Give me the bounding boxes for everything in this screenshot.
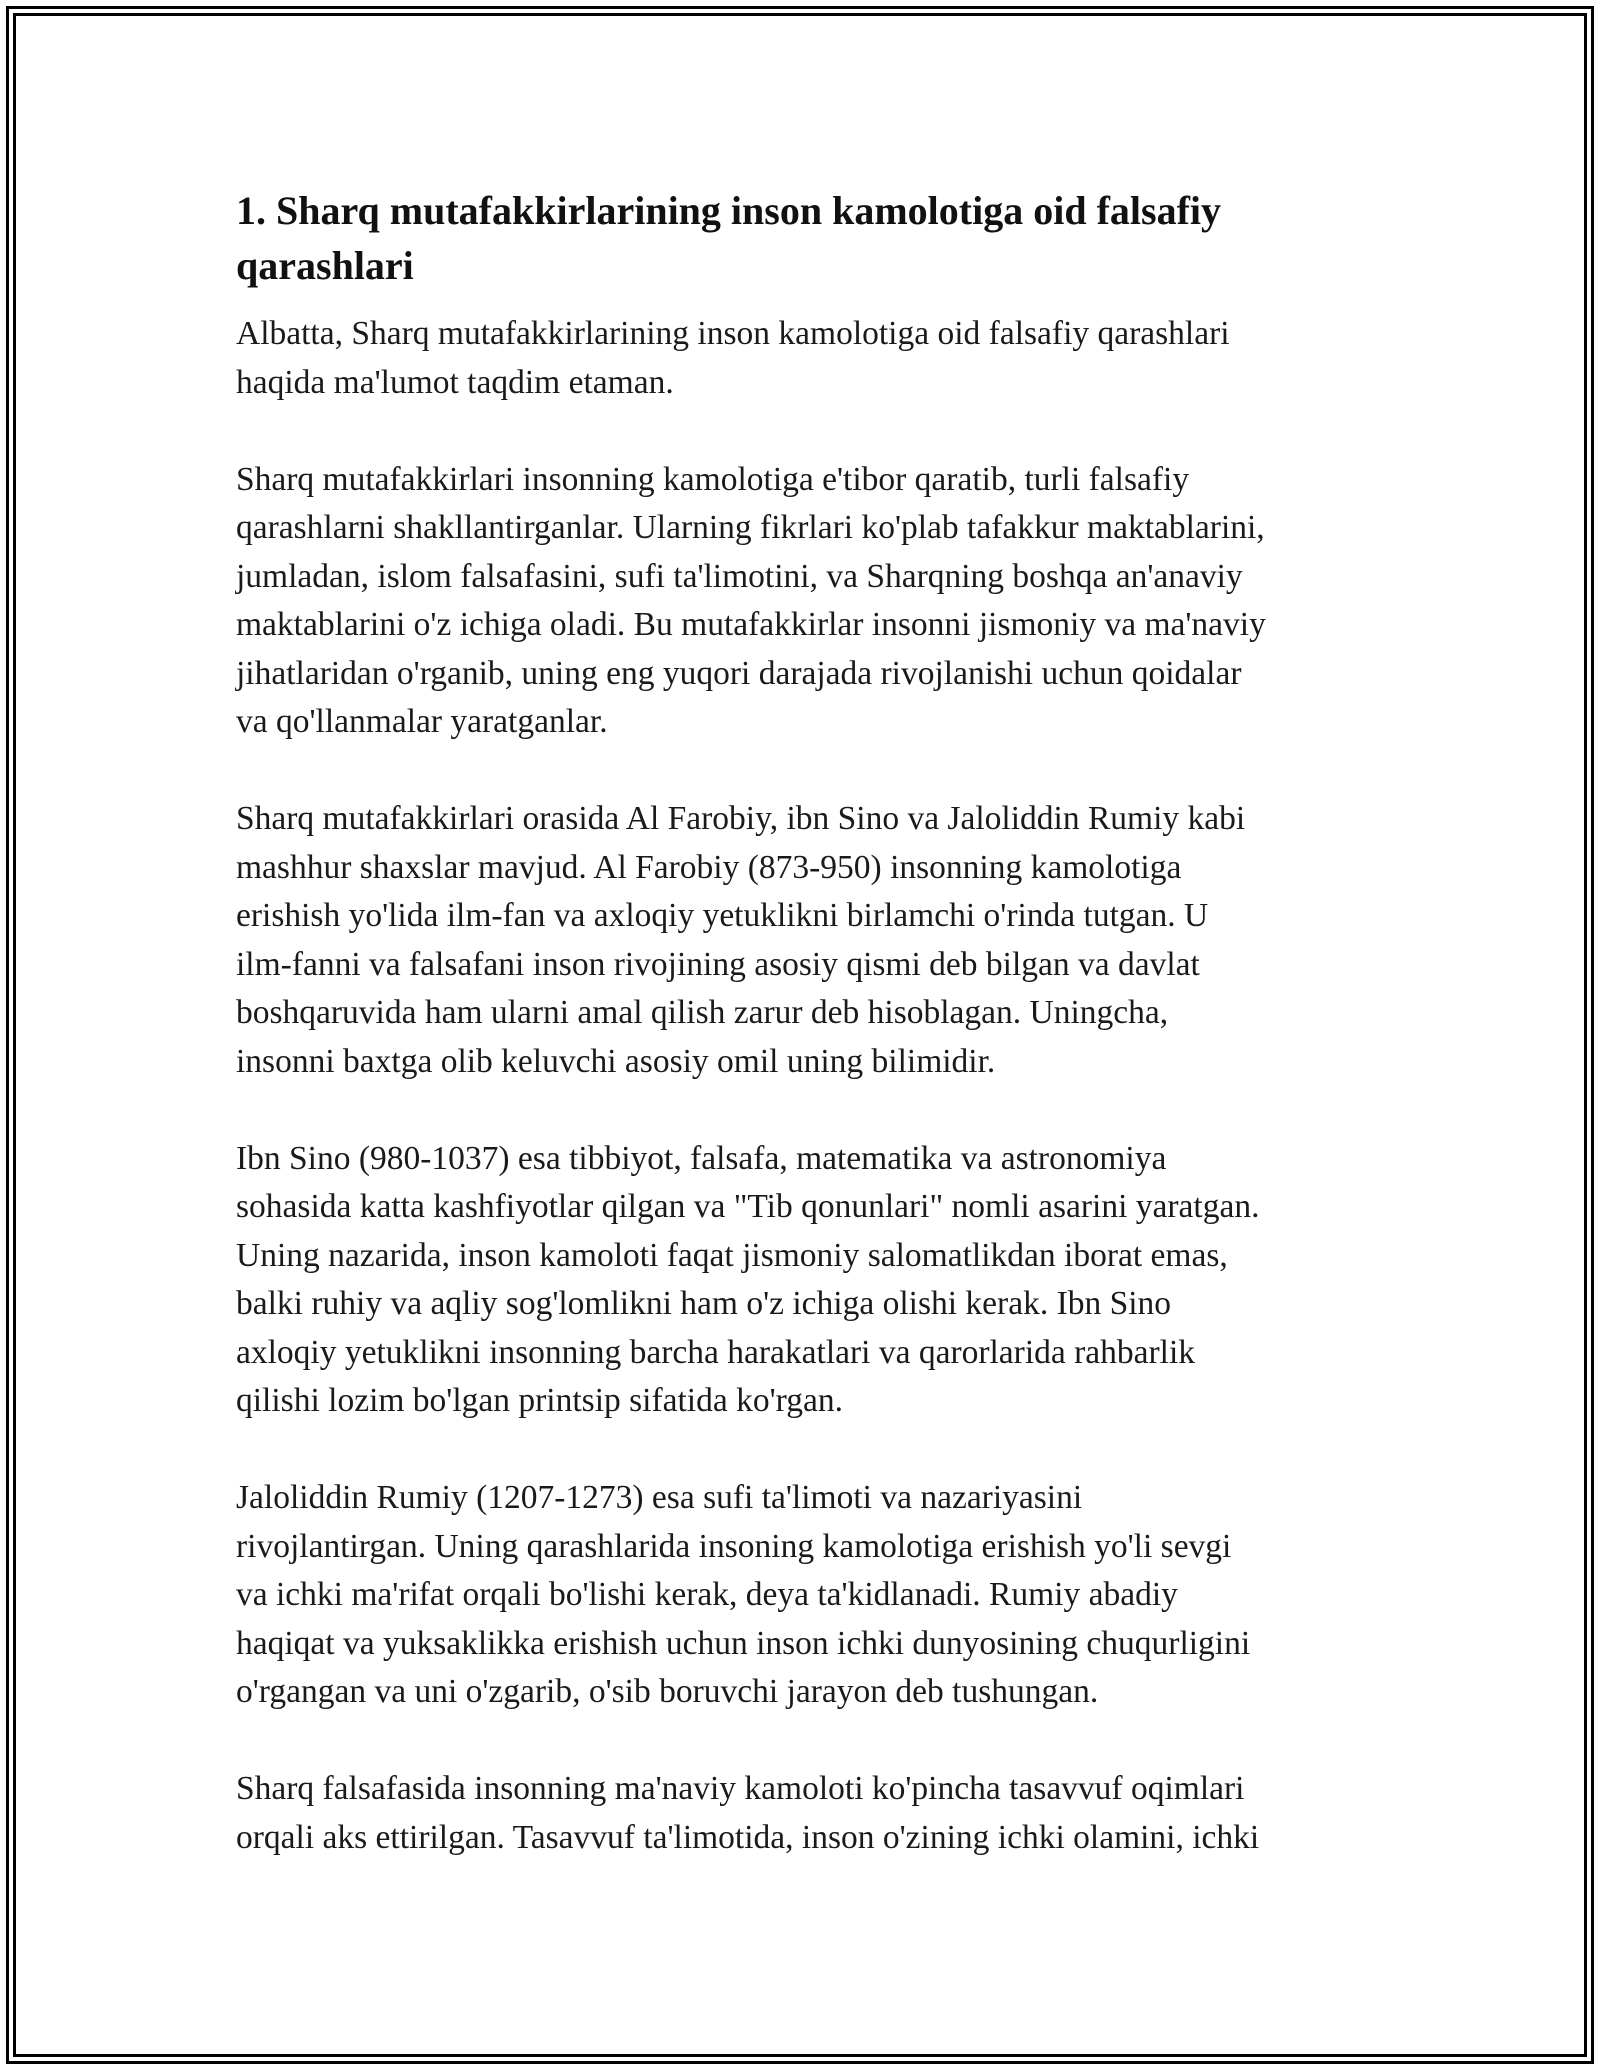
text-line: haqiqat va yuksaklikka erishish uchun inson ichki dunyosining chuqurligini	[236, 1624, 1251, 1662]
text-line: axloqiy yetuklikni insonning barcha harakatlari va qarorlarida rahbarlik	[236, 1333, 1196, 1371]
text-line: Jaloliddin Rumiy (1207-1273) esa sufi ta'limoti va nazariyasini	[236, 1479, 1083, 1516]
text-line: jihatlaridan o'rganib, uning eng yuqori darajada rivojlanishi uchun qoidalar	[236, 654, 1242, 692]
text-line: mashhur shaxslar mavjud. Al Farobiy (873-950) insonning kamolotiga	[236, 848, 1182, 886]
text-line: haqida ma'lumot taqdim etaman.	[236, 363, 674, 401]
paragraph-rumiy	[236, 1474, 1366, 1717]
paragraph-tasavvuf	[236, 1765, 1366, 1862]
text-line: qilishi lozim bo'lgan printsip sifatida ko'rgan.	[236, 1382, 843, 1419]
text-line: jumladan, islom falsafasini, sufi ta'limotini, va Sharqning boshqa an'anaviy	[236, 557, 1243, 595]
text-line: maktablarini o'z ichiga oladi. Bu mutafakkirlar insonni jismoniy va ma'naviy	[236, 606, 1266, 643]
paragraph-ibn-sino	[236, 1135, 1366, 1426]
paragraph-intro	[236, 310, 1366, 407]
text-line: Albatta, Sharq mutafakkirlarining inson kamolotiga oid falsafiy qarashlari	[236, 315, 1230, 352]
text-line: boshqaruvida ham ularni amal qilish zarur deb hisoblagan. Uningcha,	[236, 994, 1169, 1031]
text-line: o'rgangan va uni o'zgarib, o'sib boruvchi jarayon deb tushungan.	[236, 1673, 1099, 1710]
paragraph-al-farobiy	[236, 795, 1366, 1086]
text-line: ilm-fanni va falsafani inson rivojining asosiy qismi deb bilgan va davlat	[236, 945, 1200, 983]
text-line: Sharq mutafakkirlari insonning kamolotiga e'tibor qaratib, turli falsafiy	[236, 460, 1190, 498]
paragraph-overview	[236, 456, 1366, 747]
heading-line: 1. Sharq mutafakkirlarining inson kamolotiga oid falsafiy	[236, 188, 1221, 233]
text-line: insonni baxtga olib keluvchi asosiy omil uning bilimidir.	[236, 1042, 996, 1080]
document-body	[236, 183, 1366, 1911]
text-line: rivojlantirgan. Uning qarashlarida insoning kamolotiga erishish yo'li sevgi	[236, 1527, 1232, 1565]
text-line: erishish yo'lida ilm-fan va axloqiy yetuklikni birlamchi o'rinda tutgan. U	[236, 897, 1209, 934]
text-line: balki ruhiy va aqliy sog'lomlikni ham o'z ichiga olishi kerak. Ibn Sino	[236, 1285, 1172, 1322]
text-line: Sharq mutafakkirlari orasida Al Farobiy, ibn Sino va Jaloliddin Rumiy kabi	[236, 800, 1246, 837]
text-line: orqali aks ettirilgan. Tasavvuf ta'limotida, inson o'zining ichki olamini, ichki	[236, 1818, 1260, 1856]
text-line: va qo'llanmalar yaratganlar.	[236, 703, 608, 740]
text-line: Uning nazarida, inson kamoloti faqat jismoniy salomatlikdan iborat emas,	[236, 1236, 1228, 1274]
text-line: qarashlarni shakllantirganlar. Ularning fikrlari ko'plab tafakkur maktablarini,	[236, 509, 1265, 546]
text-line: Sharq falsafasida insonning ma'naviy kamoloti ko'pincha tasavvuf oqimlari	[236, 1770, 1245, 1807]
text-line: Ibn Sino (980-1037) esa tibbiyot, falsafa, matematika va astronomiya	[236, 1139, 1167, 1177]
section-heading	[236, 183, 1366, 293]
heading-line: qarashlari	[236, 243, 414, 288]
text-line: va ichki ma'rifat orqali bo'lishi kerak, deya ta'kidlanadi. Rumiy abadiy	[236, 1576, 1178, 1613]
text-line: sohasida katta kashfiyotlar qilgan va "Tib qonunlari" nomli asarini yaratgan.	[236, 1188, 1260, 1225]
